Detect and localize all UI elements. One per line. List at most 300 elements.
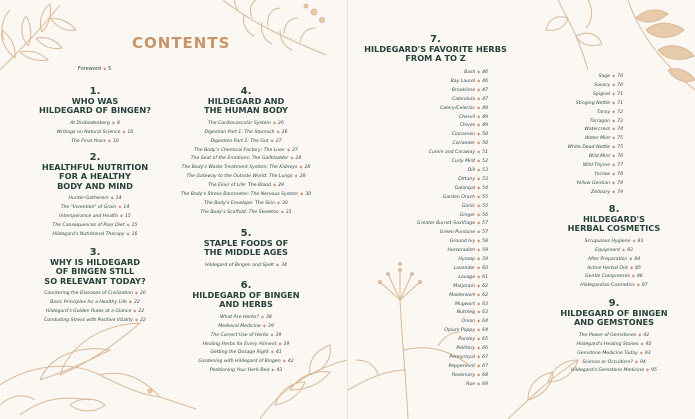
separator-glyph: ◆: [119, 213, 123, 219]
entry-title: Lavender: [453, 265, 476, 271]
toc-entry[interactable]: [533, 358, 695, 367]
entry-page: 72: [617, 109, 623, 115]
toc-entry[interactable]: [533, 264, 695, 273]
separator-glyph: ◆: [477, 175, 481, 181]
separator-glyph: ◆: [477, 247, 481, 253]
toc-entry[interactable]: [348, 362, 488, 371]
entry-title: Lovage: [458, 274, 476, 280]
entry-title: Writings on Natural Science: [56, 129, 121, 135]
entry-page: 22: [133, 300, 140, 306]
separator-glyph: ◆: [477, 113, 481, 119]
separator-glyph: ◆: [477, 318, 481, 324]
entry-title: The Body's Stress Barometer: The Nervous System: [180, 192, 299, 198]
section-title-line: WHO WAS: [71, 96, 119, 106]
separator-glyph: ◆: [636, 282, 640, 288]
separator-glyph: ◆: [634, 358, 638, 364]
entry-page: 14: [123, 205, 130, 211]
toc-section[interactable]: [146, 228, 346, 270]
entry-page: 59: [482, 248, 488, 254]
entry-page: 55: [482, 194, 488, 200]
separator-glyph: ◆: [477, 238, 481, 244]
entry-title: Gemstone Medicine Today: [577, 350, 638, 356]
entry-page: 56: [482, 212, 488, 218]
separator-glyph: ◆: [612, 170, 616, 176]
entry-page: 50: [482, 132, 488, 138]
entry-page: 22: [138, 309, 145, 315]
entry-page: 57: [482, 230, 488, 236]
entry-title: Gardening with Hildegard of Bingen: [198, 359, 281, 365]
entry-page: 53: [482, 176, 488, 182]
entry-title: The Cardiovascular System: [208, 120, 271, 126]
toc-entry[interactable]: [146, 340, 346, 349]
toc-entry[interactable]: [348, 228, 488, 237]
botanical-illustration-top-center: [218, 0, 330, 62]
entry-title: Scrupulous Hygiene: [584, 238, 631, 244]
entry-page: 30: [281, 200, 288, 206]
entry-title: Getting the Dosage Right: [210, 350, 269, 356]
toc-entry[interactable]: [348, 371, 488, 380]
toc-entry[interactable]: [533, 246, 695, 255]
entry-title: The Body's Envelope: The Skin: [204, 200, 275, 206]
entry-page: 28: [295, 156, 302, 162]
section-title-line: HILDEGARD'S FAVORITE HERBS: [364, 44, 507, 54]
toc-entry[interactable]: [348, 193, 488, 202]
entry-page: 30: [305, 192, 312, 198]
section-title-line: BODY AND MIND: [57, 180, 133, 191]
toc-entry-foreword[interactable]: [78, 66, 111, 72]
toc-entry[interactable]: [146, 261, 346, 270]
toc-section[interactable]: [146, 86, 346, 217]
toc-entry[interactable]: [348, 166, 488, 175]
separator-glyph: ◆: [280, 208, 284, 214]
entry-page: 42: [287, 359, 294, 365]
entry-title: Hildegard of Bingen and Spelt: [205, 262, 274, 268]
herb-list-a-r: [348, 68, 488, 389]
toc-entry[interactable]: [533, 255, 695, 264]
separator-glyph: ◆: [276, 128, 280, 134]
separator-glyph: ◆: [260, 313, 264, 319]
entry-page: 47: [482, 96, 488, 102]
entry-page: 92: [643, 332, 650, 338]
entry-page: 94: [639, 359, 646, 365]
separator-glyph: ◆: [477, 77, 481, 83]
toc-entry[interactable]: [508, 134, 623, 143]
entry-title: Hunter-Gatherers: [68, 196, 109, 202]
section-number: 8.: [608, 204, 620, 215]
toc-entry[interactable]: [146, 128, 346, 137]
entry-page: 49: [482, 114, 488, 120]
separator-glyph: ◆: [282, 358, 286, 364]
entry-page: 71: [617, 91, 623, 97]
entry-title: Celery/Celeriac: [440, 105, 476, 111]
toc-section[interactable]: [533, 204, 695, 290]
separator-glyph: ◆: [612, 117, 616, 123]
entry-title: Mugwort: [455, 301, 476, 307]
section-title: [146, 291, 346, 310]
entry-page: 64: [482, 328, 488, 334]
entry-page: 47: [482, 87, 488, 93]
entry-title: Digestion Part 2: The Gut: [210, 138, 269, 144]
entry-title: Calendula: [452, 96, 476, 102]
entry-page: 22: [140, 317, 146, 323]
separator-glyph: ◆: [477, 264, 481, 270]
toc-entry[interactable]: [348, 121, 488, 130]
separator-glyph: ◆: [126, 230, 130, 236]
toc-entry[interactable]: [348, 308, 488, 317]
entry-title: Pellitory: [456, 346, 476, 352]
entry-title: Watercress: [584, 127, 611, 133]
separator-glyph: ◆: [126, 221, 130, 227]
section-title-line: HILDEGARD OF BINGEN: [560, 308, 668, 318]
separator-glyph: ◆: [477, 211, 481, 217]
toc-entry[interactable]: [533, 366, 695, 375]
separator-glyph: ◆: [477, 300, 481, 306]
toc-entry[interactable]: [508, 72, 623, 81]
separator-glyph: ◆: [276, 261, 280, 267]
toc-entry[interactable]: [348, 264, 488, 273]
entry-title: Onion: [461, 319, 476, 325]
section-number: 5.: [240, 228, 252, 239]
separator-glyph: ◆: [103, 66, 107, 71]
toc-entry[interactable]: [348, 282, 488, 291]
entry-title: Ground Ivy: [449, 239, 476, 245]
toc-entry[interactable]: [508, 152, 623, 161]
separator-glyph: ◆: [477, 354, 481, 359]
entry-title: Equipment: [595, 247, 620, 253]
entry-page: 14: [115, 196, 122, 202]
separator-glyph: ◆: [290, 155, 294, 161]
entry-page: 71: [617, 100, 623, 106]
toc-entry[interactable]: [508, 179, 623, 188]
entry-page: 10: [112, 138, 119, 144]
entry-title: Gentle Compresses: [585, 274, 630, 280]
separator-glyph: ◆: [270, 331, 274, 337]
separator-glyph: ◆: [477, 282, 481, 288]
section-number: 1.: [89, 86, 101, 97]
entry-title: The Final Years: [71, 138, 106, 144]
toc-entry[interactable]: [348, 237, 488, 246]
separator-glyph: ◆: [612, 99, 616, 105]
entry-title: Hildegard's Nutritional Therapy: [52, 231, 125, 237]
entry-page: 20: [140, 291, 146, 297]
separator-glyph: ◆: [273, 182, 277, 188]
entry-page: 26: [281, 129, 288, 135]
toc-entry[interactable]: [146, 208, 346, 217]
entry-title: The Consequences of Poor Diet: [52, 222, 125, 228]
section-title-line: FROM A TO Z: [405, 53, 466, 64]
toc-entry[interactable]: [348, 211, 488, 220]
entry-title: Garlic: [461, 203, 476, 209]
toc-entry[interactable]: [146, 172, 346, 181]
section-title: [146, 239, 346, 258]
entry-page: 54: [482, 185, 488, 191]
section-title: [146, 97, 346, 116]
separator-glyph: ◆: [612, 90, 616, 96]
toc-entry[interactable]: [348, 113, 488, 122]
entry-page: 95: [651, 368, 657, 374]
entry-title: White Dead-Nettle: [567, 145, 611, 151]
entry-title: The Body's Chemical Factory: The Liver: [194, 147, 286, 153]
entry-title: Garden Orach: [442, 194, 476, 200]
separator-glyph: ◆: [278, 340, 282, 346]
separator-glyph: ◆: [133, 308, 137, 314]
separator-glyph: ◆: [639, 349, 643, 355]
toc-entry[interactable]: [533, 281, 695, 290]
separator-glyph: ◆: [477, 229, 481, 235]
section-title-line: SO RELEVANT TODAY?: [44, 275, 146, 286]
toc-entry[interactable]: [508, 81, 623, 90]
entry-title: Countering the Diseases of Civilization: [44, 291, 133, 297]
separator-glyph: ◆: [128, 299, 132, 305]
entry-page: 10: [127, 129, 134, 135]
toc-entry[interactable]: [533, 272, 695, 281]
toc-entry[interactable]: [348, 68, 488, 77]
entry-page: 77: [617, 163, 623, 169]
section-title-line: AND GEMSTONES: [573, 317, 655, 328]
entry-page: 83: [627, 247, 633, 253]
entry-title: Chervil: [458, 114, 476, 120]
entry-page: 51: [482, 150, 488, 156]
entry-title: The Elixir of Life: The Blood: [208, 183, 271, 189]
separator-glyph: ◆: [646, 367, 650, 373]
contents-title: CONTENTS: [132, 34, 231, 52]
entry-page: 5: [108, 66, 112, 72]
entry-title: The Body's Scaffold: The Skeleton: [200, 209, 279, 215]
entry-page: 49: [482, 123, 488, 129]
separator-glyph: ◆: [612, 126, 616, 132]
entry-title: Curly Mint: [451, 159, 476, 165]
separator-glyph: ◆: [612, 135, 616, 141]
separator-glyph: ◆: [477, 220, 481, 226]
entry-title: Marjoram: [453, 283, 476, 289]
toc-entry[interactable]: [348, 291, 488, 300]
separator-glyph: ◆: [631, 273, 635, 279]
entry-title: Hildegard's Gemstone Medicine: [571, 368, 645, 374]
entry-title: Galangal: [454, 185, 476, 191]
entry-title: Rosemary: [451, 372, 476, 378]
section-title-line: WHY IS HILDEGARD: [49, 257, 141, 267]
entry-page: 39: [283, 341, 290, 347]
separator-glyph: ◆: [300, 191, 304, 197]
toc-entry[interactable]: [348, 300, 488, 309]
section-number: 6.: [240, 280, 252, 291]
toc-section[interactable]: [146, 280, 346, 375]
toc-section[interactable]: [533, 298, 695, 375]
toc-entry[interactable]: [348, 130, 488, 139]
toc-entry[interactable]: [348, 335, 488, 344]
separator-glyph: ◆: [477, 362, 481, 368]
entry-page: 78: [617, 171, 623, 177]
separator-glyph: ◆: [638, 331, 642, 337]
separator-glyph: ◆: [271, 367, 275, 373]
toc-entry[interactable]: [533, 340, 695, 349]
entry-title: Nutmeg: [456, 310, 476, 316]
entry-title: The Body's Waste Treatment System: The Kidneys: [181, 165, 298, 171]
separator-glyph: ◆: [622, 246, 626, 252]
separator-glyph: ◆: [477, 131, 481, 137]
toc-entry[interactable]: [533, 331, 695, 340]
entry-title: Stinging Nettle: [575, 100, 611, 106]
toc-entry[interactable]: [146, 119, 346, 128]
entry-page: 64: [482, 319, 488, 325]
entry-page: 15: [124, 214, 131, 220]
entry-page: 39: [267, 323, 274, 329]
entry-page: 84: [634, 256, 641, 262]
entry-page: 50: [482, 141, 488, 147]
toc-entry[interactable]: [348, 157, 488, 166]
toc-entry[interactable]: [348, 219, 488, 228]
toc-entry[interactable]: [348, 95, 488, 104]
toc-entry[interactable]: [146, 181, 346, 190]
separator-glyph: ◆: [612, 81, 616, 87]
toc-entry[interactable]: [348, 353, 488, 362]
toc-entry[interactable]: [508, 143, 623, 152]
toc-entry[interactable]: [348, 148, 488, 157]
entry-title: Digestion Part 1: The Stomach: [204, 129, 275, 135]
entry-page: 92: [645, 341, 652, 347]
separator-glyph: ◆: [477, 140, 481, 146]
section-title-line: HEALTHFUL NUTRITION: [41, 162, 149, 172]
entry-title: Dill: [467, 167, 476, 173]
section-number: 9.: [608, 298, 620, 309]
section-number: 2.: [89, 152, 101, 163]
toc-entry[interactable]: [508, 117, 623, 126]
entry-title: Parsley: [458, 337, 476, 343]
entry-title: Savory: [594, 82, 611, 88]
separator-glyph: ◆: [477, 166, 481, 172]
entry-page: 79: [617, 189, 623, 195]
separator-glyph: ◆: [111, 119, 115, 125]
separator-glyph: ◆: [270, 349, 274, 355]
separator-glyph: ◆: [294, 173, 298, 179]
entry-title: Healing Herbs for Every Ailment: [202, 341, 277, 347]
herb-list-s-z: [508, 72, 623, 197]
separator-glyph: ◆: [477, 149, 481, 155]
toc-entry[interactable]: [348, 273, 488, 282]
entry-title: Pennyroyal: [449, 355, 476, 360]
toc-entry[interactable]: [146, 322, 346, 331]
toc-entry[interactable]: [146, 331, 346, 340]
separator-glyph: ◆: [640, 340, 644, 346]
toc-entry[interactable]: [146, 190, 346, 199]
separator-glyph: ◆: [262, 322, 266, 328]
entry-page: 73: [617, 118, 623, 124]
entry-page: 86: [637, 274, 643, 280]
entry-page: 62: [482, 283, 488, 289]
entry-title: Foreword: [78, 66, 102, 72]
entry-title: Opium Poppy: [444, 328, 476, 334]
entry-title: Horseradish: [447, 248, 476, 254]
entry-title: Basil: [464, 70, 476, 75]
section-title-line: HERBAL COSMETICS: [567, 223, 661, 234]
entry-page: 41: [275, 350, 282, 356]
entry-title: Spignel: [593, 91, 611, 97]
separator-glyph: ◆: [612, 73, 616, 78]
toc-entry[interactable]: [348, 380, 488, 389]
section-title-line: FOR A HEALTHY: [59, 171, 131, 182]
separator-glyph: ◆: [299, 164, 303, 170]
entry-page: 28: [304, 165, 311, 171]
separator-glyph: ◆: [612, 162, 616, 168]
toc-entry[interactable]: [146, 348, 346, 357]
separator-glyph: ◆: [477, 273, 481, 279]
toc-entry[interactable]: [348, 255, 488, 264]
toc-entry[interactable]: [348, 326, 488, 335]
toc-entry[interactable]: [348, 246, 488, 255]
entry-page: 59: [482, 257, 488, 263]
toc-entry[interactable]: [348, 139, 488, 148]
toc-entry[interactable]: [508, 108, 623, 117]
entry-title: At Disibodenberg: [70, 120, 110, 126]
toc-entry[interactable]: [146, 163, 346, 172]
toc-entry[interactable]: [508, 188, 623, 197]
entry-title: Yarrow: [594, 171, 611, 177]
section-title-line: HILDEGARD'S: [582, 214, 646, 224]
toc-entry[interactable]: [146, 137, 346, 146]
toc-entry[interactable]: [508, 170, 623, 179]
toc-entry[interactable]: [533, 349, 695, 358]
entry-page: 31: [285, 209, 292, 215]
separator-glyph: ◆: [477, 104, 481, 110]
toc-entry[interactable]: [508, 99, 623, 108]
entry-title: After Preparation: [587, 256, 628, 262]
toc-entry[interactable]: [348, 202, 488, 211]
section-title-line: THE HUMAN BODY: [204, 105, 288, 116]
section-title-line: HILDEGARD OF BINGEN: [192, 290, 300, 300]
entry-title: Masterwort: [449, 292, 476, 298]
toc-entry[interactable]: [146, 199, 346, 208]
entry-page: 70: [617, 82, 623, 88]
entry-page: 68: [482, 372, 488, 378]
toc-entry[interactable]: [508, 161, 623, 170]
entry-page: 79: [617, 180, 623, 186]
entry-title: Medieval Medicine: [218, 323, 261, 329]
entry-page: 93: [644, 350, 651, 356]
toc-entry[interactable]: [348, 175, 488, 184]
toc-entry[interactable]: [348, 104, 488, 113]
toc-entry[interactable]: [146, 366, 346, 375]
entry-page: 43: [276, 368, 283, 374]
separator-glyph: ◆: [477, 86, 481, 92]
toc-entry[interactable]: [348, 317, 488, 326]
toc-entry[interactable]: [348, 184, 488, 193]
toc-section-herbs-header[interactable]: [348, 34, 523, 67]
entry-page: 28: [299, 174, 306, 180]
entry-title: Dittany: [458, 176, 476, 182]
toc-entry[interactable]: [146, 154, 346, 163]
toc-entry[interactable]: [348, 77, 488, 86]
entry-title: Positioning Your Herb Bed: [209, 368, 270, 374]
toc-entry[interactable]: [146, 313, 346, 322]
toc-entry[interactable]: [348, 86, 488, 95]
entry-page: 65: [482, 337, 488, 343]
toc-entry[interactable]: [508, 90, 623, 99]
toc-entry[interactable]: [146, 357, 346, 366]
toc-entry[interactable]: [508, 125, 623, 134]
separator-glyph: ◆: [477, 256, 481, 262]
entry-page: 55: [482, 203, 488, 209]
toc-entry[interactable]: [533, 237, 695, 246]
entry-page: 75: [617, 136, 623, 142]
entry-title: Hildegardian Cosmetics: [580, 283, 635, 289]
entry-title: Hyssop: [458, 257, 476, 263]
entry-title: Ginger: [459, 212, 476, 218]
toc-entry[interactable]: [146, 146, 346, 155]
separator-glyph: ◆: [612, 108, 616, 114]
toc-entry[interactable]: [348, 344, 488, 353]
entry-title: Sage: [598, 74, 611, 79]
separator-glyph: ◆: [477, 291, 481, 297]
